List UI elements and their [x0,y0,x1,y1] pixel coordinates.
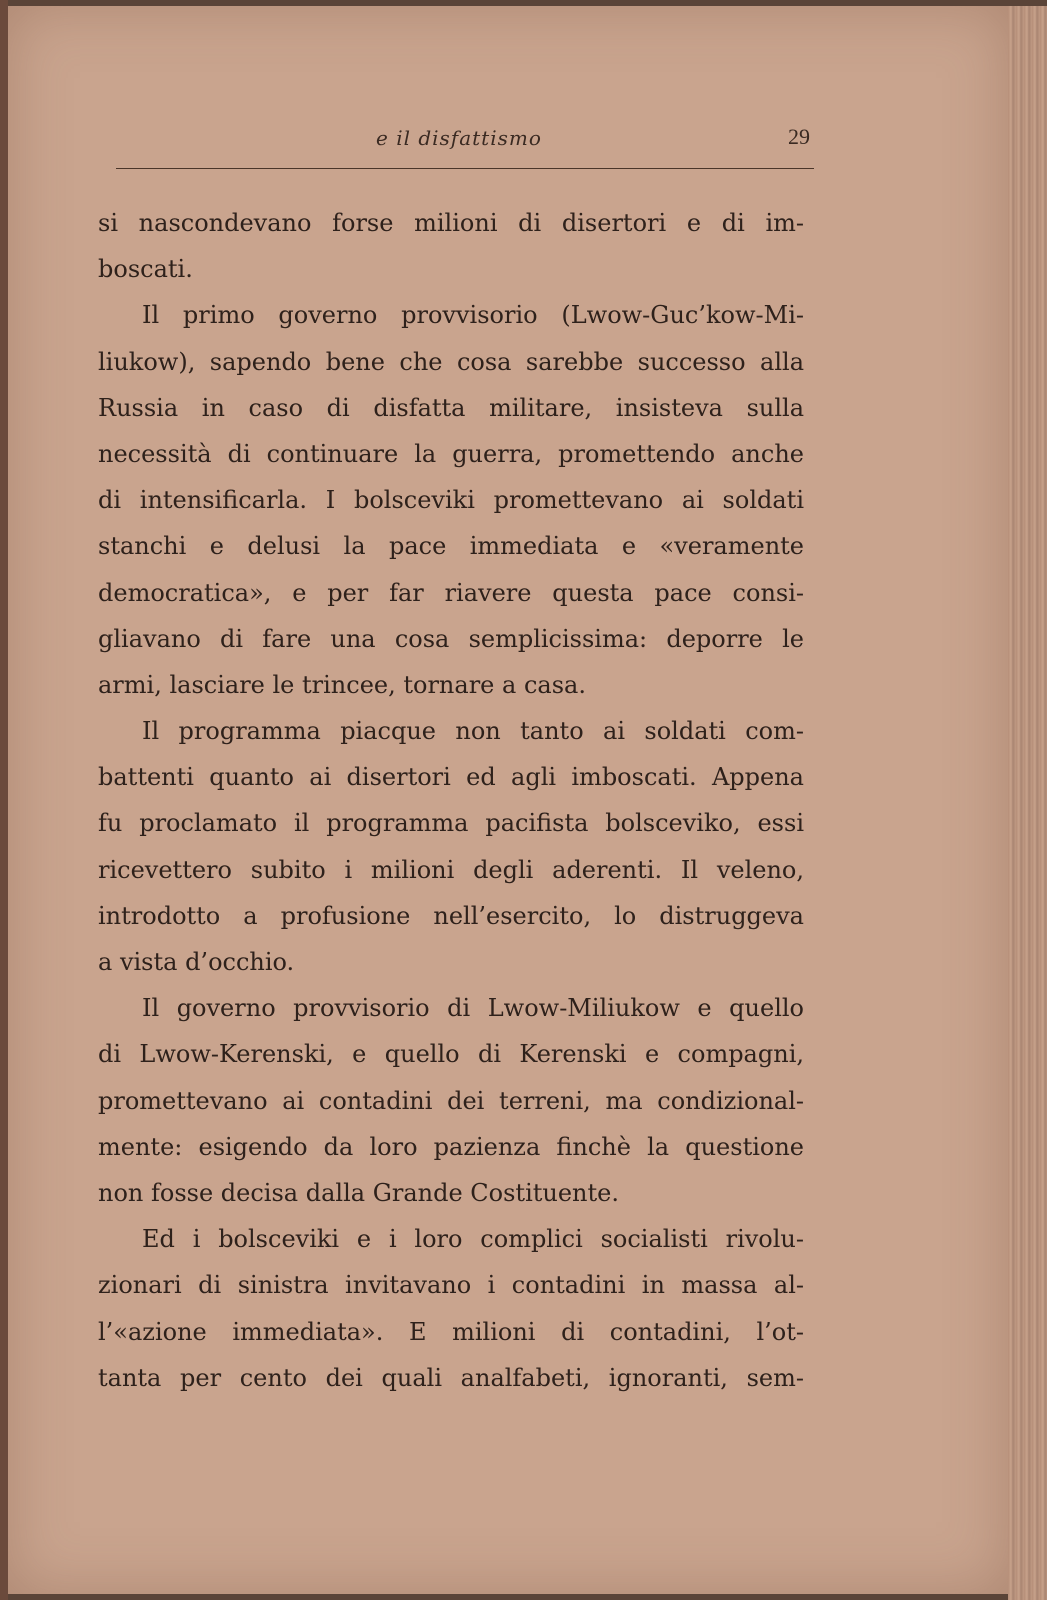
page-fore-edge [1008,6,1047,1600]
text-line: zionari di sinistra invitavano i contadini in massa al- [98,1271,804,1300]
text-line: non fosse decisa dalla Grande Costituente. [98,1178,619,1207]
header-rule [116,168,814,169]
text-line: Ed i bolsceviki e i loro complici socialisti rivolu- [142,1225,804,1254]
text-line: Il governo provvisorio di Lwow-Miliukow e quello [142,994,804,1023]
running-head [116,122,816,156]
body-text [98,200,804,1401]
text-line: Il primo governo provvisorio (Lwow-Guc’kow-Mi- [142,301,804,330]
text-line: si nascondevano forse milioni di disertori e di im- [98,209,804,237]
page-number: 29 [788,124,810,149]
text-line: gliavano di fare una cosa semplicissima: deporre le [98,624,804,653]
text-line: liukow), sapendo bene che cosa sarebbe successo alla [98,347,804,376]
text-line: democratica», e per far riavere questa pace consi- [98,578,804,607]
book-gutter [0,0,8,1600]
text-line: mente: esigendo da loro pazienza finchè la questione [98,1132,804,1161]
text-line: Russia in caso di disfatta militare, insisteva sulla [98,393,804,422]
text-line: l’«azione immediata». E milioni di contadini, l’ot- [98,1317,804,1346]
text-line: introdotto a profusione nell’esercito, lo distruggeva [98,901,804,930]
text-line: battenti quanto ai disertori ed agli imboscati. Appena [98,763,804,792]
text-line: armi, lasciare le trincee, tornare a casa. [98,670,586,699]
book-page [8,6,1008,1594]
text-line: fu proclamato il programma pacifista bolsceviko, essi [98,809,804,838]
text-line: a vista d’occhio. [98,948,295,976]
text-line: tanta per cento dei quali analfabeti, ignoranti, sem- [98,1363,804,1392]
text-line: ricevettero subito i milioni degli aderenti. Il veleno, [98,855,804,884]
running-title: e il disfattismo [376,126,542,150]
text-line: di Lwow-Kerenski, e quello di Kerenski e compagni, [98,1040,804,1069]
text-line: Il programma piacque non tanto ai soldati com- [142,717,804,746]
text-line: necessità di continuare la guerra, promettendo anche [98,439,804,468]
text-line: di intensificarla. I bolsceviki promettevano ai soldati [98,486,804,515]
text-line: stanchi e delusi la pace immediata e «veramente [98,532,804,561]
text-line: boscati. [98,255,193,284]
text-line: promettevano ai contadini dei terreni, ma condizional- [98,1086,804,1115]
